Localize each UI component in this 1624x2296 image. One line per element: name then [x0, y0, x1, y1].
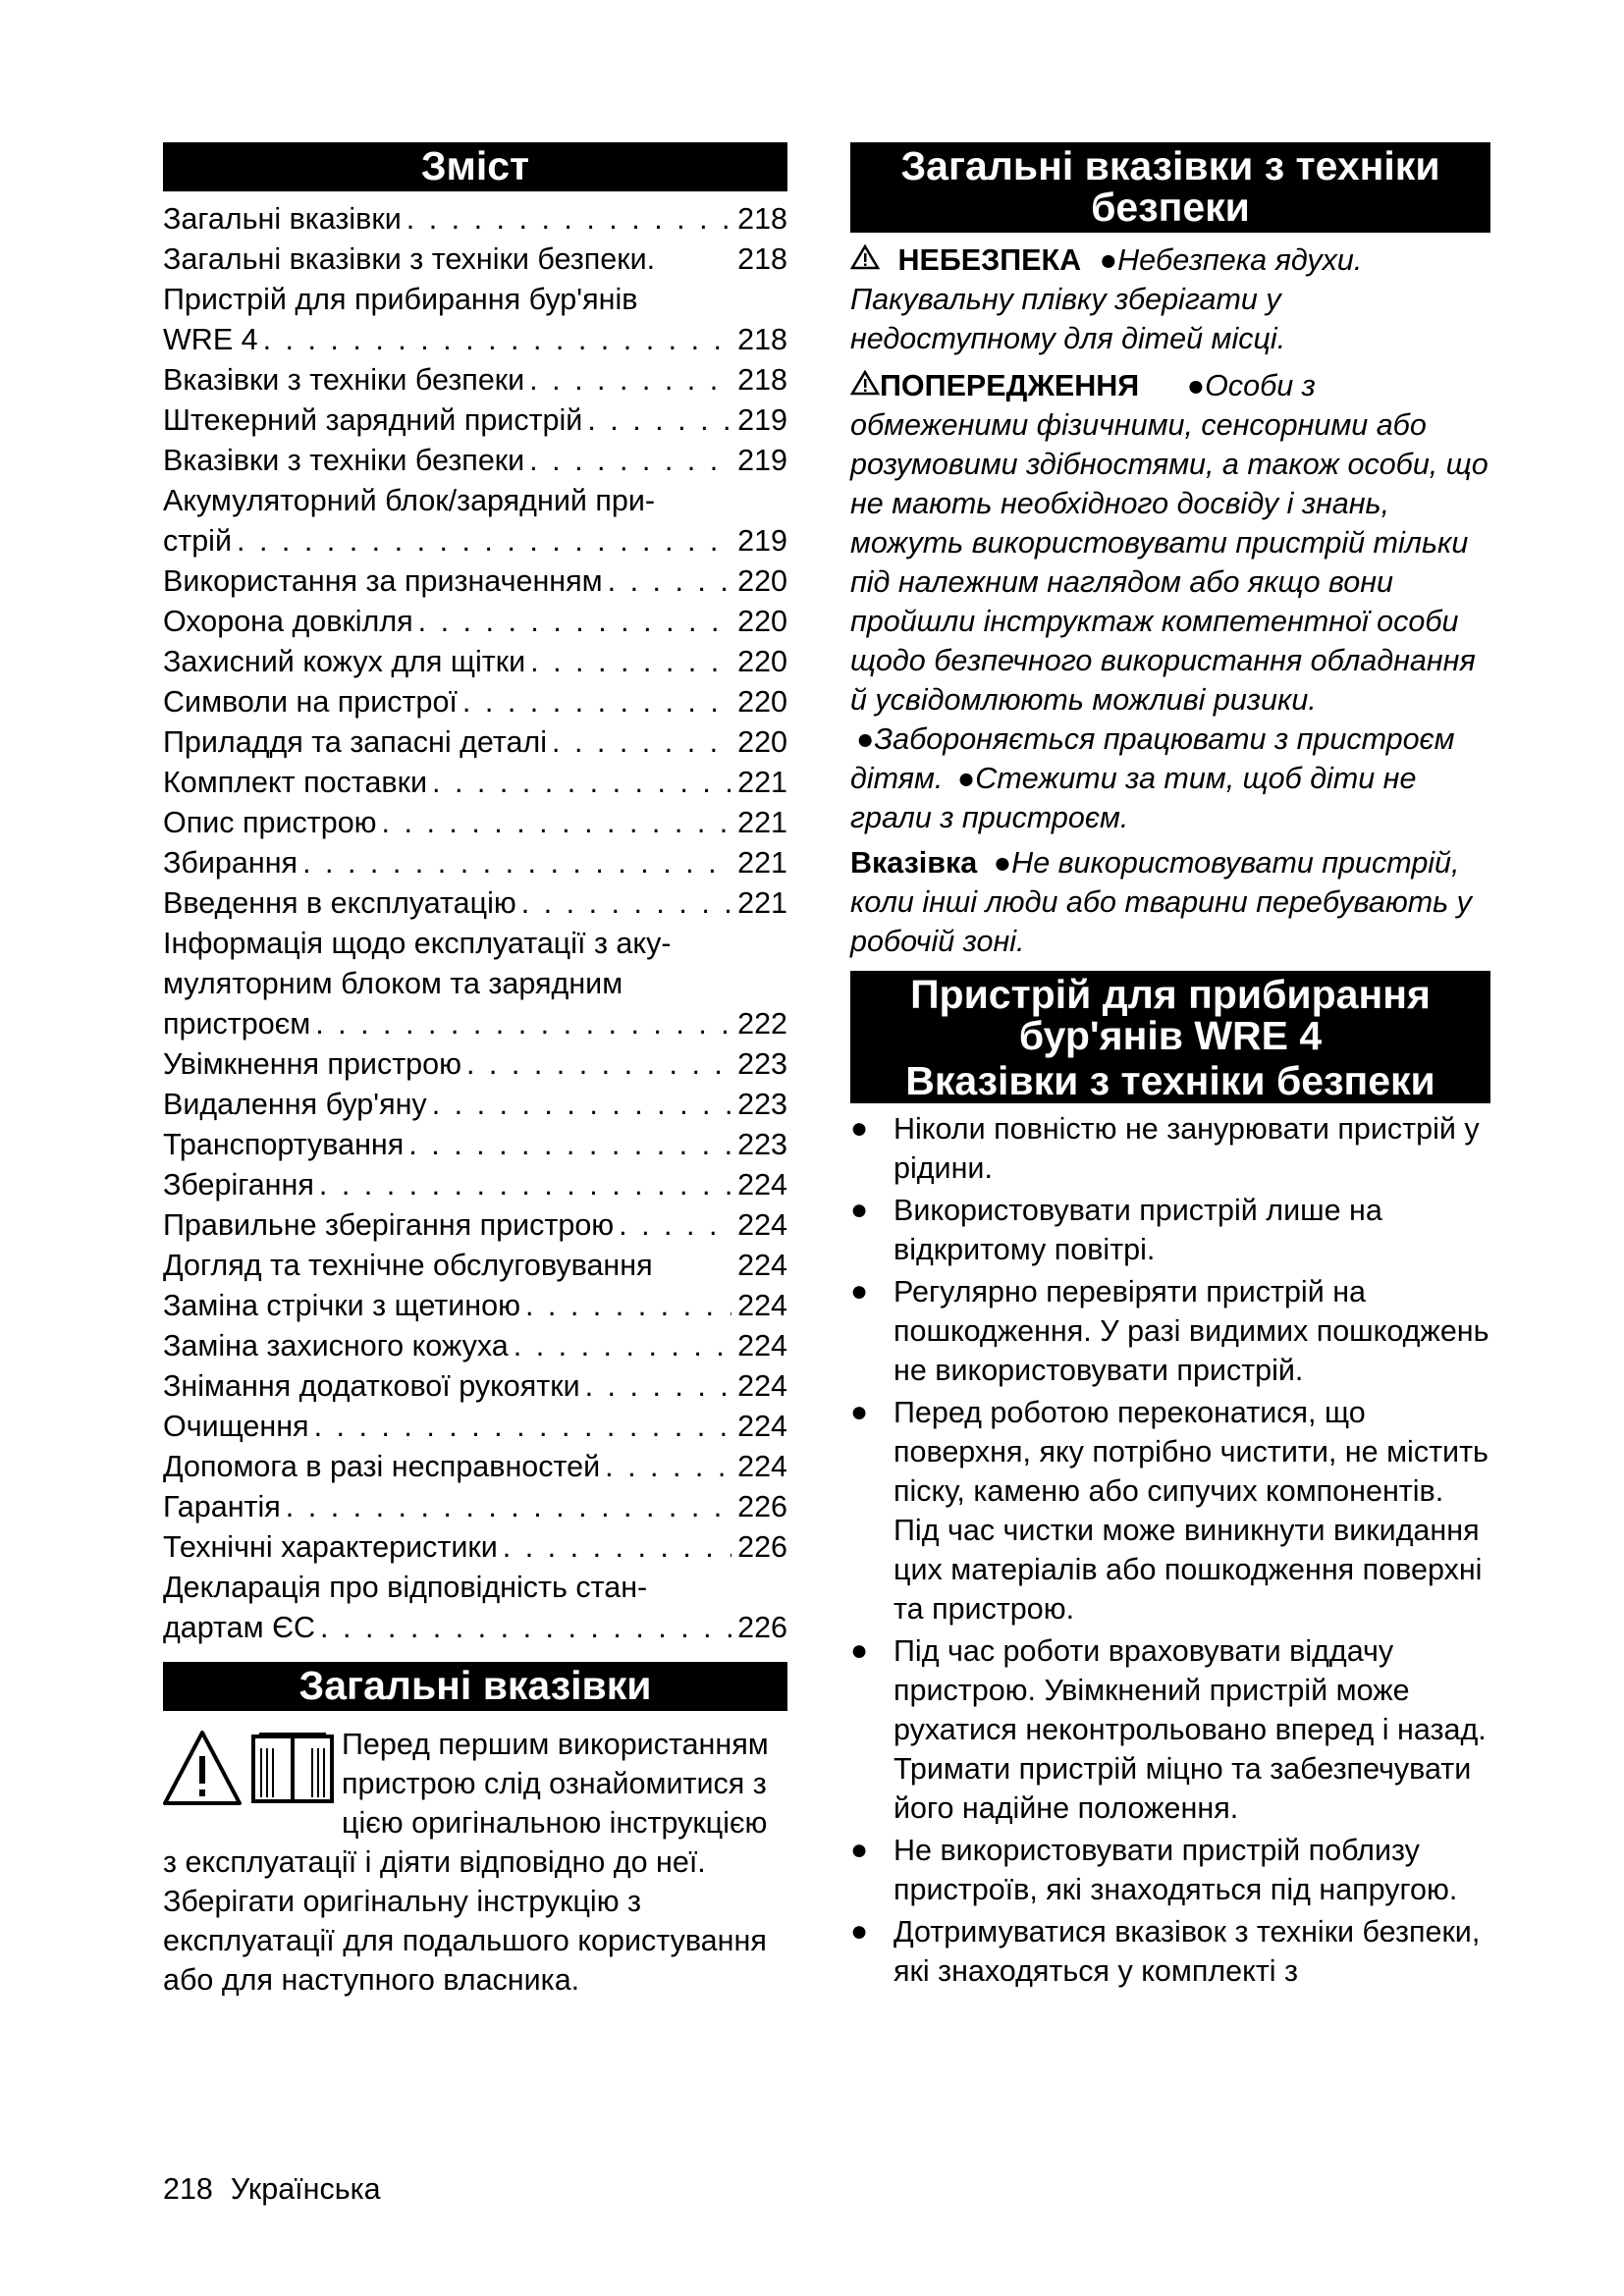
toc-entry-title: Транспортування — [163, 1128, 405, 1161]
footer-language: Українська — [230, 2172, 381, 2206]
bullet-icon: ● — [850, 1915, 869, 1948]
right-column — [850, 142, 1490, 1994]
warning-triangle-icon — [850, 244, 880, 270]
toc-leader-dots — [406, 199, 731, 240]
toc-entry-page: 218 — [737, 242, 787, 276]
toc-entry[interactable] — [163, 481, 787, 561]
toc-entry-page: 220 — [737, 605, 787, 638]
toc-entry-title: Загальні вказівки — [163, 202, 402, 236]
toc-leader-dots — [552, 722, 731, 763]
toc-entry-page: 222 — [737, 1007, 787, 1041]
toc-entry-page: 221 — [737, 766, 787, 799]
warning-manual-icon — [163, 1729, 336, 1809]
toc-entry[interactable] — [163, 1085, 787, 1125]
list-item — [850, 1631, 1490, 1828]
toc-entry-line: Пристрій для прибирання бур'янів — [163, 283, 638, 316]
toc-entry-page: 221 — [737, 806, 787, 839]
toc-entry[interactable] — [163, 1527, 787, 1568]
toc-entry[interactable] — [163, 1205, 787, 1246]
table-of-contents — [163, 199, 787, 1648]
toc-entry-title: Зберігання — [163, 1168, 314, 1201]
danger-notice — [850, 240, 1490, 358]
toc-entry-page: 221 — [737, 846, 787, 880]
danger-text: Небезпека ядухи. Пакувальну плівку зберігати у недоступному для дітей місці. — [850, 243, 1363, 355]
toc-leader-dots — [514, 1326, 731, 1366]
toc-entry-title: Введення в експлуатацію — [163, 886, 516, 920]
safety-bullet-list — [850, 1109, 1490, 1991]
toc-entry[interactable] — [163, 280, 787, 360]
list-item-text: Під час роботи враховувати віддачу пристрою. Увімкнений пристрій може рухатися неконтрольовано вперед і назад. Тримати пристрій міцно та забезпечувати його надійне положення. — [893, 1634, 1487, 1825]
general-section — [163, 1725, 787, 2000]
list-item-text: Використовувати пристрій лише на відкритому повітрі. — [893, 1194, 1382, 1266]
toc-entry[interactable] — [163, 843, 787, 883]
toc-entry[interactable] — [163, 803, 787, 843]
toc-entry-page: 224 — [737, 1289, 787, 1322]
list-item-text: Перед роботою переконатися, що поверхня, яку потрібно чистити, не містить піску, каменю або сипучих компонентів. Під час чистки може виникнути викидання цих матеріалів або пошкодження поверхні та пристрою. — [893, 1396, 1489, 1626]
list-item — [850, 1272, 1490, 1390]
note-text: Не використовувати пристрій, коли інші люди або тварини перебувають у робочій зоні. — [850, 846, 1472, 958]
toc-entry[interactable] — [163, 360, 787, 400]
toc-entry-title: Вказівки з техніки безпеки — [163, 363, 525, 397]
toc-entry-page: 224 — [737, 1208, 787, 1242]
toc-leader-dots — [587, 400, 731, 441]
toc-entry-title: Увімкнення пристрою — [163, 1047, 461, 1081]
toc-entry-title: Збирання — [163, 846, 298, 880]
left-column — [163, 142, 787, 2000]
toc-entry-page: 224 — [737, 1369, 787, 1403]
list-item-text: Регулярно перевіряти пристрій на пошкодження. У разі видимих пошкоджень не використовувати пристрій. — [893, 1275, 1489, 1387]
toc-entry[interactable] — [163, 642, 787, 682]
toc-leader-dots — [466, 1044, 731, 1085]
toc-entry-title: Охорона довкілля — [163, 605, 413, 638]
toc-leader-dots — [263, 320, 732, 360]
toc-entry-page: 226 — [737, 1611, 787, 1644]
toc-entry-title: Очищення — [163, 1410, 309, 1443]
toc-entry[interactable] — [163, 1286, 787, 1326]
toc-entry-title: стрій — [163, 524, 232, 558]
toc-entry[interactable] — [163, 1125, 787, 1165]
toc-entry-line: Декларація про відповідність стан- — [163, 1571, 648, 1604]
toc-entry-title: дартам ЄС — [163, 1611, 316, 1644]
toc-entry-title: Використання за призначенням — [163, 564, 603, 598]
toc-entry-title: Знімання додаткової рукоятки — [163, 1369, 580, 1403]
toc-entry-page: 224 — [737, 1168, 787, 1201]
toc-entry-page: 220 — [737, 645, 787, 678]
toc-entry-page: 223 — [737, 1088, 787, 1121]
toc-leader-dots — [521, 883, 731, 924]
toc-entry-page: 224 — [737, 1329, 787, 1362]
toc-entry-line: Акумуляторний блок/зарядний при- — [163, 484, 656, 517]
bullet-icon: ● — [850, 1194, 869, 1226]
note-label: Вказівка — [850, 846, 978, 880]
toc-entry-title: Загальні вказівки з техніки безпеки. — [163, 242, 656, 276]
toc-leader-dots — [237, 521, 731, 561]
toc-entry-title: WRE 4 — [163, 323, 258, 356]
toc-entry-page: 223 — [737, 1047, 787, 1081]
warning-triangle-icon — [165, 1733, 240, 1803]
toc-entry-title: Символи на пристрої — [163, 685, 458, 719]
toc-entry-title: Комплект поставки — [163, 766, 428, 799]
bullet-icon: ● — [850, 1275, 869, 1308]
toc-entry-page: 224 — [737, 1410, 787, 1443]
device-heading — [850, 971, 1490, 1103]
toc-leader-dots — [585, 1366, 732, 1407]
warning-label: ПОПЕРЕДЖЕННЯ — [880, 369, 1140, 402]
toc-entry-page: 220 — [737, 725, 787, 759]
bullet-icon: ● — [850, 1834, 869, 1866]
toc-entry-title: Правильне зберігання пристрою — [163, 1208, 615, 1242]
toc-entry-page: 218 — [737, 323, 787, 356]
toc-leader-dots — [503, 1527, 731, 1568]
bullet-icon: ● — [856, 722, 875, 756]
list-item — [850, 1109, 1490, 1188]
toc-entry[interactable] — [163, 561, 787, 602]
toc-leader-dots — [314, 1407, 732, 1447]
toc-leader-dots — [418, 602, 731, 642]
toc-entry-page: 219 — [737, 444, 787, 477]
warning-text-3: Стежити за тим, щоб діти не грали з пристроєм. — [850, 762, 1417, 834]
bullet-icon: ● — [850, 1396, 869, 1428]
toc-leader-dots — [529, 441, 731, 481]
bullet-icon: ● — [956, 762, 976, 795]
manual-book-icon — [253, 1733, 332, 1801]
toc-entry-title: Штекерний зарядний пристрій — [163, 403, 583, 437]
toc-entry[interactable] — [163, 240, 787, 280]
toc-entry-page: 219 — [737, 524, 787, 558]
toc-leader-dots — [315, 1004, 731, 1044]
toc-leader-dots — [462, 682, 731, 722]
toc-entry-line: муляторним блоком та зарядним — [163, 967, 623, 1000]
list-item-text: Ніколи повністю не занурювати пристрій у рідини. — [893, 1112, 1480, 1185]
toc-entry-page: 226 — [737, 1490, 787, 1523]
note-notice — [850, 843, 1490, 961]
bullet-icon: ● — [850, 1634, 869, 1667]
list-item — [850, 1831, 1490, 1909]
toc-entry[interactable] — [163, 199, 787, 240]
toc-entry[interactable] — [163, 602, 787, 642]
toc-entry-title: Захисний кожух для щітки — [163, 645, 526, 678]
toc-entry-page: 224 — [737, 1249, 787, 1282]
toc-entry-title: Технічні характеристики — [163, 1530, 498, 1564]
toc-entry-title: Гарантія — [163, 1490, 281, 1523]
toc-entry-page: 218 — [737, 202, 787, 236]
toc-entry[interactable] — [163, 763, 787, 803]
danger-label: НЕБЕЗПЕКА — [897, 243, 1082, 277]
toc-entry-title: пристроєм — [163, 1007, 311, 1041]
toc-leader-dots — [529, 360, 731, 400]
toc-entry[interactable] — [163, 1366, 787, 1407]
list-item — [850, 1191, 1490, 1269]
device-title: Пристрій для прибирання бур'янів WRE 4 — [910, 972, 1431, 1058]
toc-entry-title: Заміна захисного кожуха — [163, 1329, 509, 1362]
toc-entry[interactable] — [163, 722, 787, 763]
toc-leader-dots — [608, 561, 731, 602]
toc-entry-page: 218 — [737, 363, 787, 397]
toc-leader-dots — [320, 1608, 731, 1648]
toc-leader-dots — [302, 843, 731, 883]
device-subtitle: Вказівки з техніки безпеки — [905, 1058, 1435, 1103]
toc-leader-dots — [605, 1447, 731, 1487]
toc-entry[interactable] — [163, 924, 787, 1044]
toc-leader-dots — [432, 763, 731, 803]
list-item-text: Не використовувати пристрій поблизу пристроїв, які знаходяться під напругою. — [893, 1834, 1458, 1906]
list-item — [850, 1912, 1490, 1991]
toc-entry[interactable] — [163, 1165, 787, 1205]
bullet-icon: ● — [1099, 243, 1118, 277]
general-heading: Загальні вказівки — [163, 1662, 787, 1711]
toc-entry-title: Допомога в разі несправностей — [163, 1450, 601, 1483]
toc-leader-dots — [525, 1286, 731, 1326]
warning-triangle-icon — [850, 370, 880, 396]
page-footer — [163, 2169, 381, 2209]
toc-entry-page: 220 — [737, 564, 787, 598]
toc-entry[interactable] — [163, 883, 787, 924]
toc-entry[interactable] — [163, 1568, 787, 1648]
bullet-icon: ● — [993, 846, 1012, 880]
warning-text-2: Забороняється працювати з пристроєм дітям. — [850, 722, 1455, 795]
list-item — [850, 1393, 1490, 1629]
toc-entry-page: 220 — [737, 685, 787, 719]
warning-text-1: Особи з обмеженими фізичними, сенсорними або розумовими здібностями, а також особи, що не мають необхідного досвіду і знань, можуть використовувати пристрій тільки під належним наглядом або якщо вони пройшли інструктаж компетентної особи щодо безпечного використання обладнання й усвідомлюють можливі ризики. — [850, 369, 1489, 717]
toc-entry-page: 226 — [737, 1530, 787, 1564]
bullet-icon: ● — [850, 1112, 869, 1145]
toc-entry[interactable] — [163, 1246, 787, 1286]
toc-entry-page: 224 — [737, 1450, 787, 1483]
toc-entry[interactable] — [163, 1407, 787, 1447]
toc-leader-dots — [432, 1085, 731, 1125]
bullet-icon: ● — [1186, 369, 1206, 402]
toc-entry-title: Заміна стрічки з щетиною — [163, 1289, 520, 1322]
toc-entry[interactable] — [163, 1044, 787, 1085]
safety-heading: Загальні вказівки з техніки безпеки — [850, 142, 1490, 233]
toc-entry-title: Опис пристрою — [163, 806, 377, 839]
toc-leader-dots — [408, 1125, 731, 1165]
toc-entry[interactable] — [163, 682, 787, 722]
toc-entry-title: Приладдя та запасні деталі — [163, 725, 548, 759]
toc-entry[interactable] — [163, 441, 787, 481]
toc-leader-dots — [619, 1205, 731, 1246]
toc-leader-dots — [530, 642, 731, 682]
toc-entry-title: Видалення бур'яну — [163, 1088, 427, 1121]
toc-entry-line: Інформація щодо експлуатації з аку- — [163, 927, 672, 960]
toc-entry[interactable] — [163, 1447, 787, 1487]
toc-entry-page: 219 — [737, 403, 787, 437]
toc-leader-dots — [286, 1487, 731, 1527]
list-item-text: Дотримуватися вказівок з техніки безпеки, які знаходяться у комплекті з — [893, 1915, 1481, 1988]
general-text: Перед першим використанням пристрою слід ознайомитися з цією оригінальною інструкцією з експлуатації і діяти відповідно до неї. Зберігати оригінальну інструкцію з експлуатації для подальшого користування або для наступного власника. — [163, 1728, 769, 1997]
toc-leader-dots — [319, 1165, 731, 1205]
toc-entry-page: 223 — [737, 1128, 787, 1161]
toc-entry-page: 221 — [737, 886, 787, 920]
warning-notice — [850, 366, 1490, 837]
toc-entry[interactable] — [163, 1326, 787, 1366]
toc-heading: Зміст — [163, 142, 787, 191]
page-number: 218 — [163, 2172, 213, 2206]
toc-entry[interactable] — [163, 1487, 787, 1527]
toc-entry[interactable] — [163, 400, 787, 441]
toc-leader-dots — [382, 803, 732, 843]
toc-entry-title: Вказівки з техніки безпеки — [163, 444, 525, 477]
toc-entry-title: Догляд та технічне обслуговування — [163, 1249, 653, 1282]
